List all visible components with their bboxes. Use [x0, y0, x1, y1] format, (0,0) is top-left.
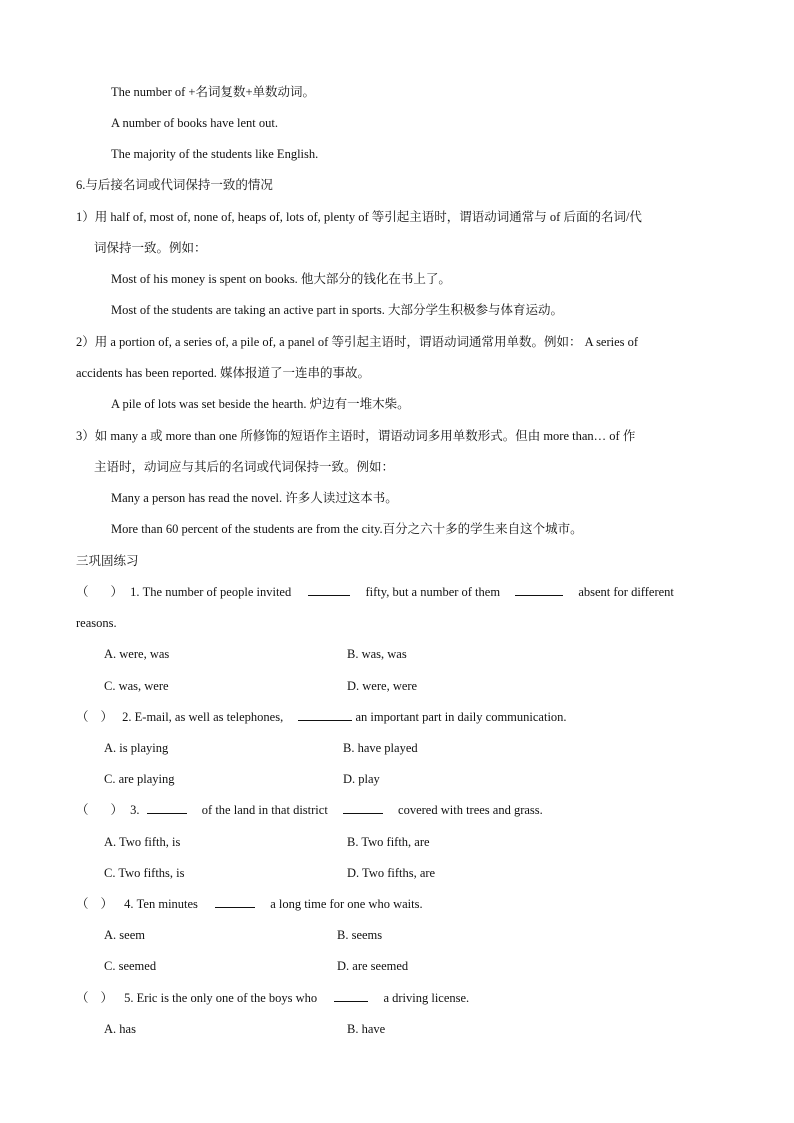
option-c[interactable]: C. Two fifths, is [104, 866, 185, 880]
answer-paren-open: （ [76, 803, 89, 817]
option-a[interactable]: A. seem [104, 928, 145, 942]
fill-blank[interactable] [215, 896, 255, 908]
question-text: a driving license. [383, 991, 470, 1005]
answer-paren-close: ） [110, 585, 124, 599]
question-text: reasons. [76, 616, 117, 630]
answer-paren-close: ） [100, 710, 114, 724]
example-sentence: Most of the students are taking an active part in sports. 大部分学生积极参与体育运动。 [111, 303, 564, 317]
example-sentence: A number of books have lent out. [111, 116, 278, 130]
section-heading: 三巩固练习 [76, 554, 139, 568]
question-text: 3. [130, 803, 140, 817]
answer-paren-open: （ [76, 991, 89, 1005]
answer-paren-close: ） [110, 803, 124, 817]
example-sentence: More than 60 percent of the students are from the city.百分之六十多的学生来自这个城市。 [111, 522, 583, 536]
answer-paren-close: ） [100, 991, 114, 1005]
option-a[interactable]: A. is playing [104, 741, 169, 755]
question-3 [76, 802, 543, 818]
question-text: covered with trees and grass. [398, 803, 543, 817]
option-b[interactable]: B. have played [343, 741, 418, 755]
option-d[interactable]: D. play [343, 772, 380, 786]
rule-line: The number of +名词复数+单数动词。 [111, 85, 316, 99]
option-a[interactable]: A. Two fifth, is [104, 835, 181, 849]
option-d[interactable]: D. were, were [347, 679, 418, 693]
question-text: a long time for one who waits. [270, 897, 423, 911]
option-b[interactable]: B. Two fifth, are [347, 835, 430, 849]
question-text: 4. Ten minutes [124, 897, 198, 911]
option-a[interactable]: A. were, was [104, 647, 170, 661]
answer-paren-open: （ [76, 585, 89, 599]
rule-line: 词保持一致。例如： [94, 241, 207, 255]
fill-blank[interactable] [298, 709, 352, 721]
option-c[interactable]: C. are playing [104, 772, 175, 786]
question-text: 1. The number of people invited [130, 585, 292, 599]
example-sentence: Most of his money is spent on books. 他大部分的钱化在书上了。 [111, 272, 451, 286]
section-heading: 6.与后接名词或代词保持一致的情况 [76, 178, 273, 192]
option-c[interactable]: C. seemed [104, 959, 157, 973]
option-c[interactable]: C. was, were [104, 679, 169, 693]
question-text: fifty, but a number of them [365, 585, 501, 599]
example-sentence: Many a person has read the novel. 许多人读过这本书。 [111, 491, 398, 505]
rule-line: accidents has been reported. 媒体报道了一连串的事故。 [76, 366, 371, 380]
question-1 [76, 584, 674, 600]
answer-paren-open: （ [76, 710, 89, 724]
fill-blank[interactable] [147, 802, 187, 814]
rule-line: 主语时，动词应与其后的名词或代词保持一致。例如： [94, 460, 395, 474]
fill-blank[interactable] [343, 802, 383, 814]
option-b[interactable]: B. was, was [347, 647, 407, 661]
answer-paren-open: （ [76, 897, 89, 911]
fill-blank[interactable] [334, 990, 368, 1002]
fill-blank[interactable] [515, 584, 563, 596]
question-4 [76, 896, 423, 912]
fill-blank[interactable] [308, 584, 350, 596]
answer-paren-close: ） [100, 897, 114, 911]
rule-line: 1）用 half of, most of, none of, heaps of, lots of, plenty of 等引起主语时，谓语动词通常与 of 后面的名词/代 [76, 210, 642, 224]
example-sentence: A pile of lots was set beside the hearth. 炉边有一堆木柴。 [111, 397, 410, 411]
question-5 [76, 990, 469, 1006]
option-d[interactable]: D. are seemed [337, 959, 409, 973]
option-b[interactable]: B. seems [337, 928, 383, 942]
question-text: an important part in daily communication. [355, 710, 567, 724]
option-b[interactable]: B. have [347, 1022, 386, 1036]
question-text: 5. Eric is the only one of the boys who [124, 991, 318, 1005]
option-d[interactable]: D. Two fifths, are [347, 866, 436, 880]
example-sentence: The majority of the students like English. [111, 147, 319, 161]
question-text: of the land in that district [201, 803, 328, 817]
rule-line: 3）如 many a 或 more than one 所修饰的短语作主语时，谓语动词多用单数形式。但由 more than… of 作 [76, 429, 636, 443]
rule-line: 2）用 a portion of, a series of, a pile of, a panel of 等引起主语时，谓语动词通常用单数。例如： A series of [76, 335, 639, 349]
question-text: absent for different [578, 585, 674, 599]
option-a[interactable]: A. has [104, 1022, 136, 1036]
question-text: 2. E-mail, as well as telephones, [122, 710, 284, 724]
question-2 [76, 709, 567, 725]
